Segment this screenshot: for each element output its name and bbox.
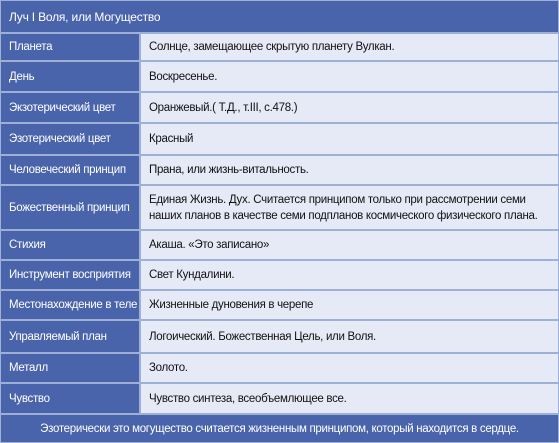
row-label: Инструмент восприятия bbox=[1, 261, 141, 289]
row-value: Акаша. «Это записано» bbox=[141, 231, 558, 259]
table-footer: Эзотерически это могущество считается жизненным принципом, который находится в сердце. bbox=[1, 415, 558, 442]
table-row bbox=[1, 261, 558, 289]
table-row bbox=[1, 62, 558, 91]
row-label: Местонахождение в теле bbox=[1, 291, 141, 319]
table-row bbox=[1, 34, 558, 60]
table-row bbox=[1, 291, 558, 319]
row-label: День bbox=[1, 62, 141, 91]
row-value: Воскресенье. bbox=[141, 62, 558, 91]
table-row bbox=[1, 321, 558, 352]
table-row bbox=[1, 231, 558, 259]
row-value: Свет Кундалини. bbox=[141, 261, 558, 289]
table-row bbox=[1, 93, 558, 122]
row-value: Солнце, замещающее скрытую планету Вулкан. bbox=[141, 34, 558, 60]
row-value: Красный bbox=[141, 124, 558, 154]
row-label: Человеческий принцип bbox=[1, 156, 141, 184]
table-row bbox=[1, 186, 558, 229]
row-label: Экзотерический цвет bbox=[1, 93, 141, 122]
row-value: Единая Жизнь. Дух. Считается принципом только при рассмотрении семи наших планов в качестве семи подпланов космического физического плана. bbox=[141, 186, 558, 229]
table-title: Луч I Воля, или Могущество bbox=[1, 1, 558, 32]
row-value: Оранжевый.( Т.Д., т.III, с.478.) bbox=[141, 93, 558, 122]
row-label: Божественный принцип bbox=[1, 186, 141, 229]
row-label: Металл bbox=[1, 354, 141, 382]
row-label: Планета bbox=[1, 34, 141, 60]
table-row bbox=[1, 156, 558, 184]
row-label: Эзотерический цвет bbox=[1, 124, 141, 154]
row-label: Чувство bbox=[1, 384, 141, 413]
row-label: Стихия bbox=[1, 231, 141, 259]
table-row bbox=[1, 354, 558, 382]
row-value: Золото. bbox=[141, 354, 558, 382]
row-value: Жизненные дуновения в черепе bbox=[141, 291, 558, 319]
row-value: Чувство синтеза, всеобъемлющее все. bbox=[141, 384, 558, 413]
row-value: Прана, или жизнь-витальность. bbox=[141, 156, 558, 184]
row-label: Управляемый план bbox=[1, 321, 141, 352]
row-value: Логоический. Божественная Цель, или Воля. bbox=[141, 321, 558, 352]
table-row bbox=[1, 384, 558, 413]
table-row bbox=[1, 124, 558, 154]
